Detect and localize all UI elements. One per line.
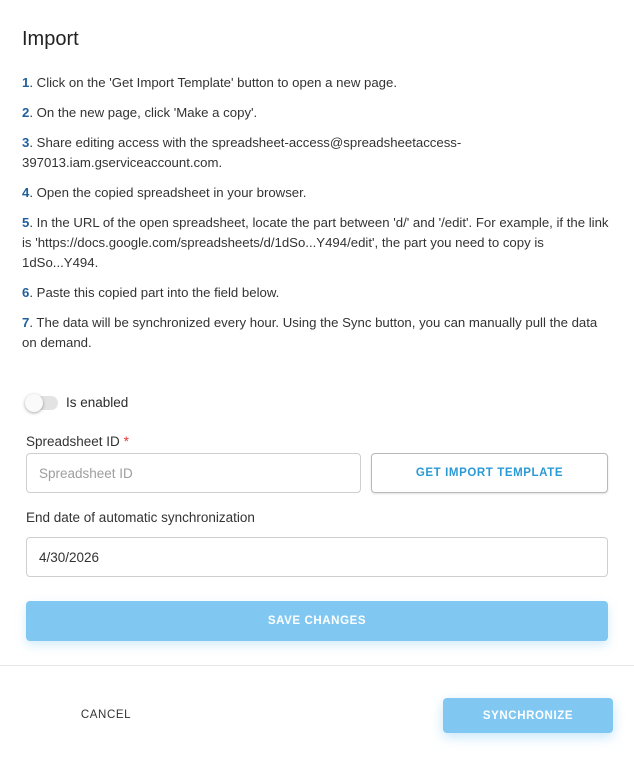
cancel-button[interactable]: CANCEL xyxy=(80,709,132,721)
step-text: . Share editing access with the spreadsheet-access@spreadsheetaccess-397013.iam.gserviceaccount.com. xyxy=(22,135,462,170)
step-number: 4 xyxy=(22,185,30,200)
synchronize-button[interactable]: SYNCHRONIZE xyxy=(443,698,613,733)
end-date-input[interactable] xyxy=(26,537,608,577)
end-date-label: End date of automatic synchronization xyxy=(26,510,255,525)
get-import-template-button[interactable]: GET IMPORT TEMPLATE xyxy=(371,453,608,493)
instruction-step xyxy=(22,213,614,273)
instruction-step xyxy=(22,183,614,203)
step-text: . Open the copied spreadsheet in your browser. xyxy=(29,185,307,200)
step-number: 1 xyxy=(22,75,30,90)
spreadsheet-id-label xyxy=(26,434,129,449)
step-text: . Paste this copied part into the field below. xyxy=(29,285,280,300)
step-number: 3 xyxy=(22,135,30,150)
instruction-steps xyxy=(22,73,614,363)
step-text: . On the new page, click 'Make a copy'. xyxy=(29,105,258,120)
step-text: . The data will be synchronized every hour. Using the Sync button, you can manually pull the data on demand. xyxy=(22,315,598,350)
step-number: 7 xyxy=(22,315,30,330)
instruction-step xyxy=(22,283,614,303)
step-number: 5 xyxy=(22,215,30,230)
step-text: . Click on the 'Get Import Template' button to open a new page. xyxy=(29,75,398,90)
step-text: . In the URL of the open spreadsheet, locate the part between 'd/' and '/edit'. For example, if the link is 'https://docs.google.com/spreadsheets/d/1dSo...Y494/edit', the part you need to copy is 1dSo...Y494. xyxy=(22,215,609,270)
enabled-toggle-label: Is enabled xyxy=(66,395,129,410)
enabled-toggle-row xyxy=(26,395,128,410)
save-changes-button[interactable]: SAVE CHANGES xyxy=(26,601,608,641)
instruction-step xyxy=(22,73,614,93)
spreadsheet-id-label-text: Spreadsheet ID xyxy=(26,434,120,449)
footer-divider xyxy=(0,665,634,666)
instruction-step xyxy=(22,103,614,123)
instruction-step xyxy=(22,133,614,173)
toggle-thumb[interactable] xyxy=(25,394,43,412)
step-number: 2 xyxy=(22,105,30,120)
spreadsheet-id-input[interactable] xyxy=(26,453,361,493)
dialog-title: Import xyxy=(22,28,79,50)
required-asterisk: * xyxy=(123,434,129,449)
step-number: 6 xyxy=(22,285,30,300)
enabled-toggle[interactable] xyxy=(26,396,58,410)
instruction-step xyxy=(22,313,614,353)
